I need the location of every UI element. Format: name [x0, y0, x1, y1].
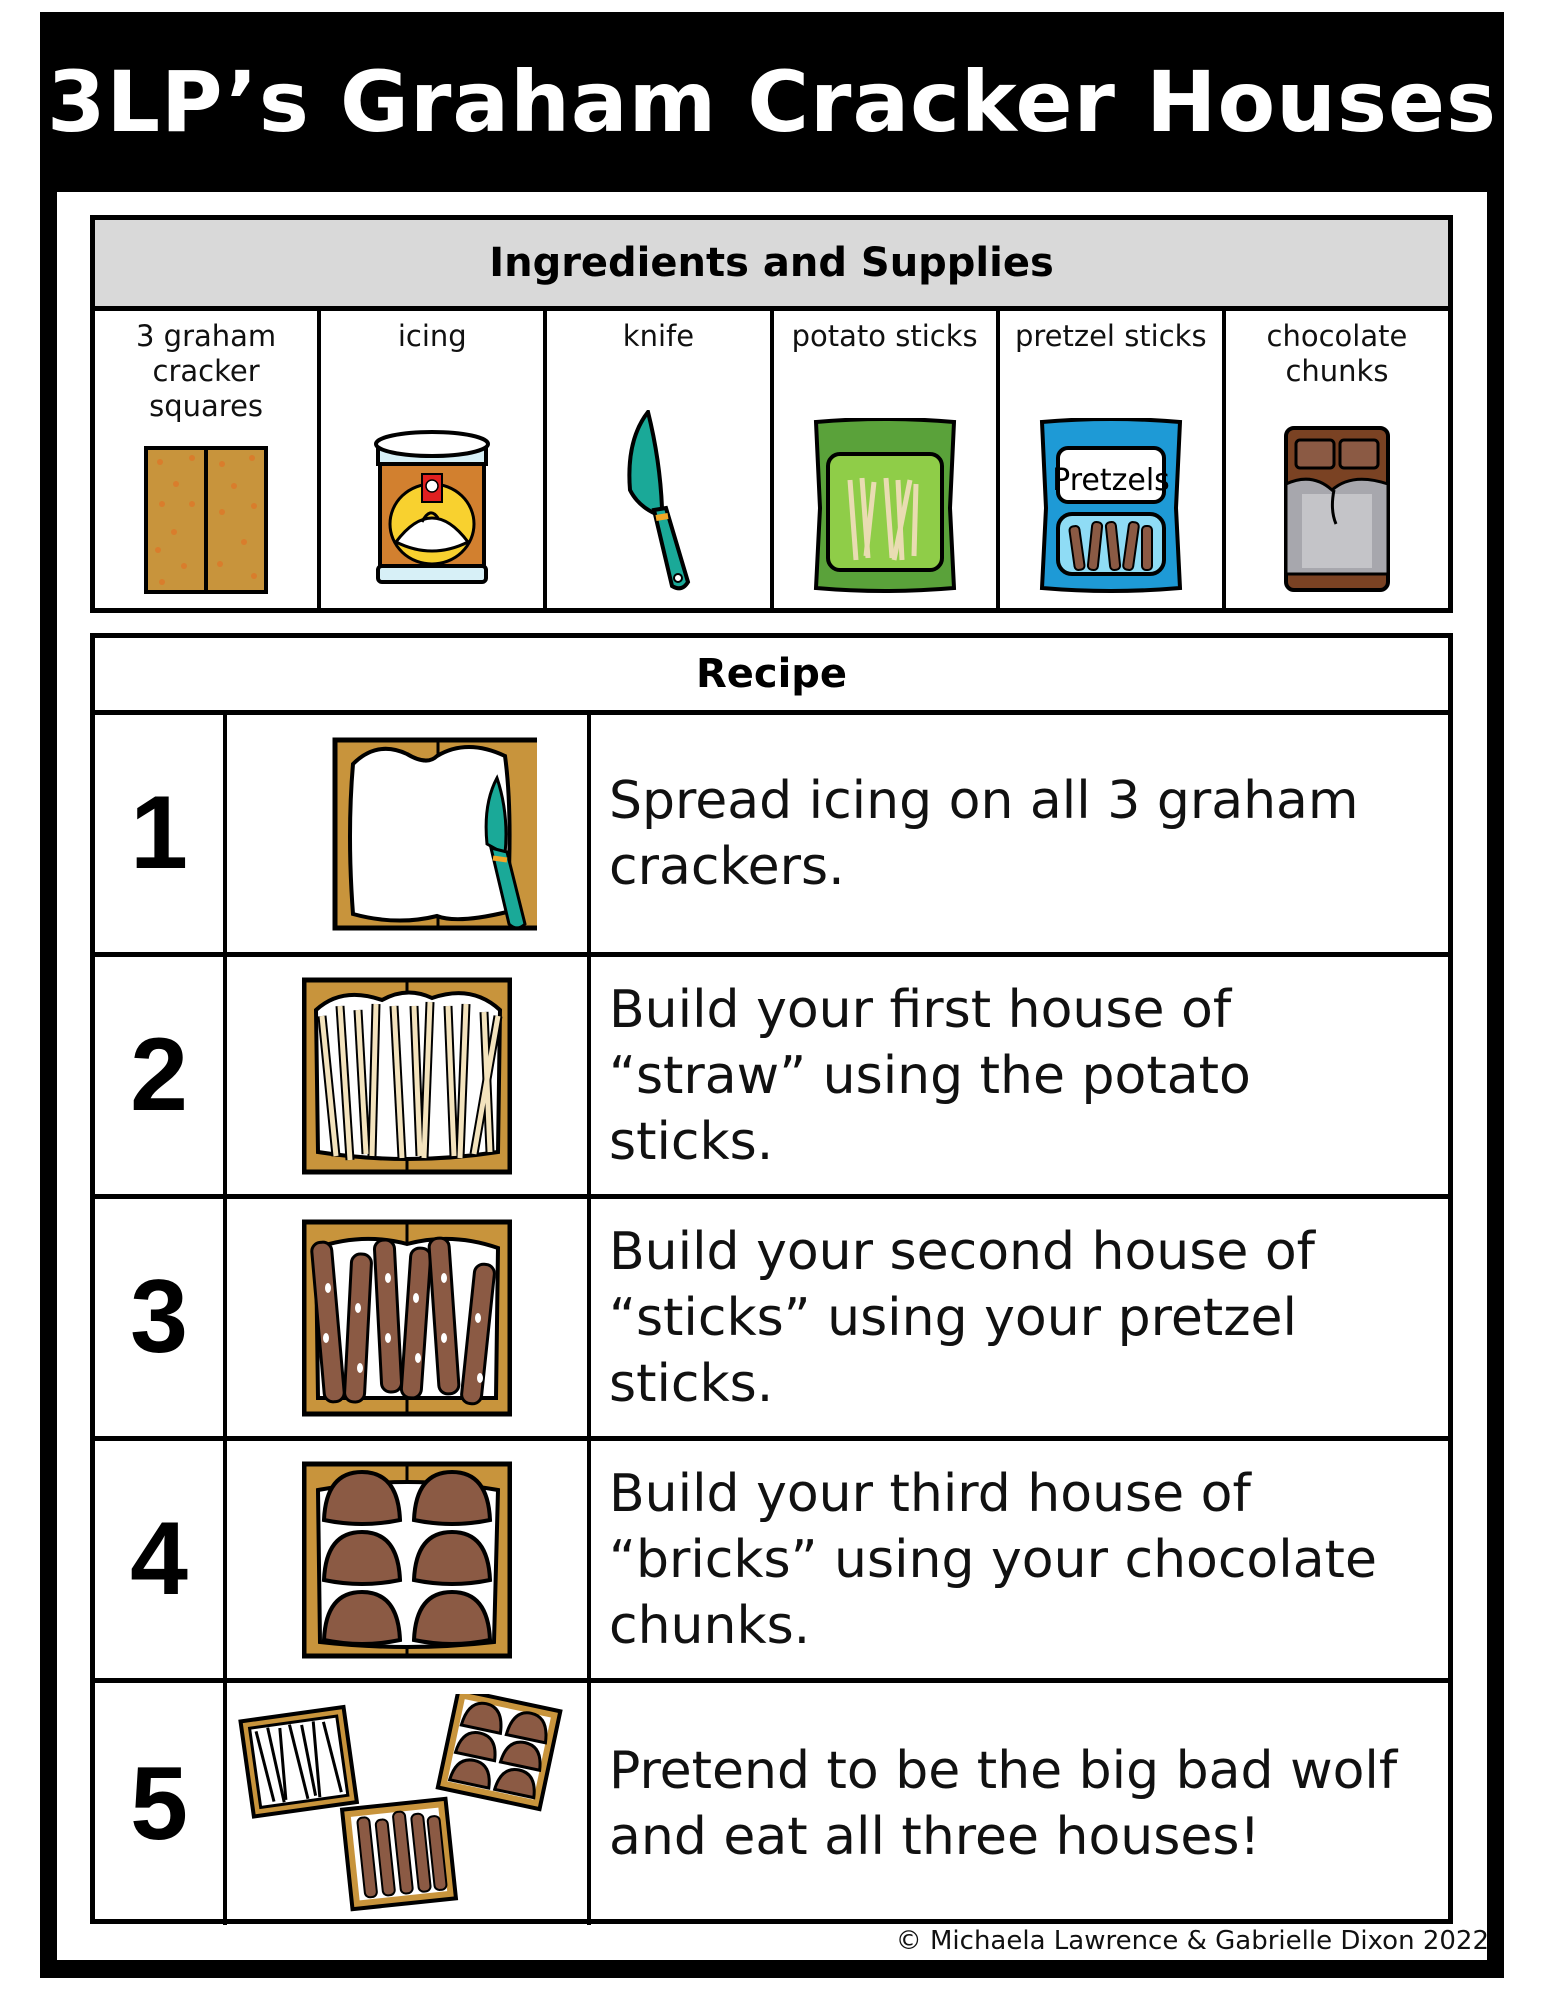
ingredient-knife: [547, 311, 773, 608]
copyright-notice: © Michaela Lawrence & Gabrielle Dixon 2022: [895, 1926, 1489, 1956]
step-text: Build your first house of “straw” using the potato sticks.: [609, 979, 1251, 1172]
recipe-table: [90, 633, 1453, 1924]
ingredient-pretzel-sticks: [1000, 311, 1226, 608]
sticks-house-icon: [302, 1218, 512, 1418]
potato-sticks-bag-icon: [810, 418, 960, 594]
ingredient-label: squares: [149, 389, 264, 423]
ingredient-graham-crackers: [95, 311, 321, 608]
ingredient-label: chunks: [1285, 354, 1389, 388]
step-number: 5: [95, 1683, 227, 1925]
page-title: 3LP’s Graham Cracker Houses: [47, 53, 1497, 151]
ingredient-potato-sticks: [774, 311, 1000, 608]
step-text: Build your third house of “bricks” using your chocolate chunks.: [609, 1463, 1377, 1656]
icing-can-icon: [368, 424, 496, 594]
recipe-step: [95, 715, 1448, 957]
ingredient-icing: [321, 311, 547, 608]
svg-text:Pretzels: Pretzels: [1051, 463, 1170, 498]
straw-house-icon: [302, 976, 512, 1176]
step-number: 2: [95, 957, 227, 1194]
ingredient-label: icing: [397, 319, 467, 353]
chocolate-bar-icon: [1282, 424, 1392, 594]
knife-icon: [618, 410, 698, 594]
step-number: 3: [95, 1199, 227, 1436]
ingredient-label: chocolate: [1266, 319, 1408, 353]
graham-cracker-icon: [144, 446, 268, 594]
iced-cracker-with-knife-icon: [277, 734, 537, 934]
ingredients-heading: Ingredients and Supplies: [95, 220, 1448, 311]
three-houses-icon: [237, 1694, 577, 1914]
ingredient-label: cracker: [152, 354, 260, 388]
ingredient-label: pretzel sticks: [1014, 319, 1207, 353]
bricks-house-icon: [302, 1460, 512, 1660]
step-text: Spread icing on all 3 graham crackers.: [609, 770, 1359, 897]
ingredient-label: 3 graham: [136, 319, 277, 353]
step-text: Pretend to be the big bad wolf and eat all three houses!: [609, 1741, 1398, 1867]
recipe-step: [95, 1441, 1448, 1683]
step-number: 4: [95, 1441, 227, 1678]
ingredient-label: potato sticks: [791, 319, 978, 353]
recipe-step: [95, 1683, 1448, 1925]
ingredient-chocolate-chunks: [1226, 311, 1448, 608]
recipe-heading: Recipe: [95, 638, 1448, 715]
step-text: Build your second house of “sticks” using your pretzel sticks.: [609, 1221, 1315, 1414]
recipe-step: [95, 1199, 1448, 1441]
recipe-step: [95, 957, 1448, 1199]
ingredient-label: knife: [622, 319, 695, 353]
ingredients-table: [90, 215, 1453, 613]
step-number: 1: [95, 715, 227, 952]
pretzel-bag-icon: [1036, 418, 1186, 594]
